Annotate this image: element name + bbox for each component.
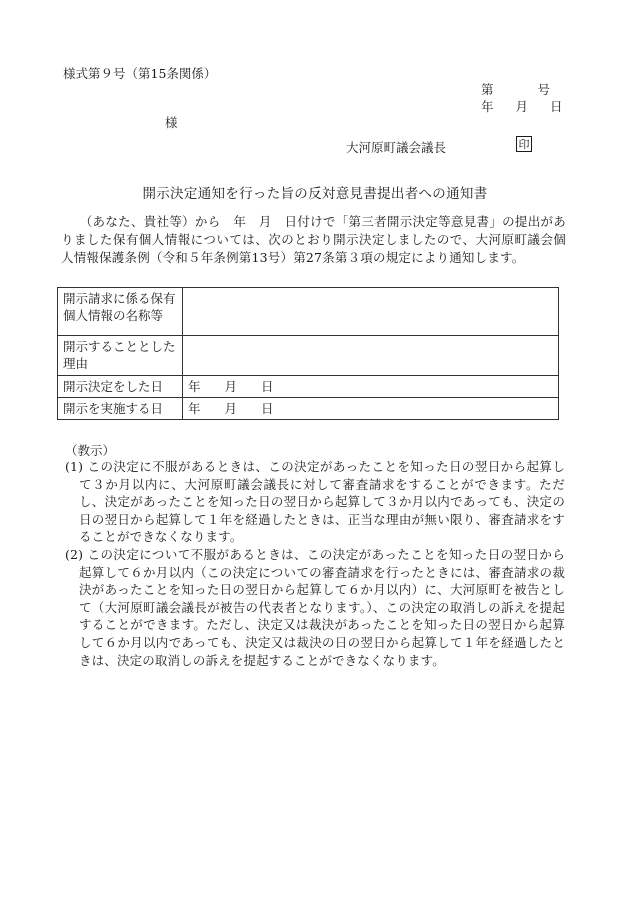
date-month: 月 <box>515 99 529 114</box>
reference-number <box>481 80 550 98</box>
body-paragraph: （あなた、貴社等）から 年 月 日付けで「第三者開示決定等意見書」の提出がありました保有個人情報については、次のとおり開示決定しましたので、大河原町議会個人情報保護条例（令和５年条例第13号）第27条第３項の規定により通知します。 <box>61 214 566 265</box>
row-date-day: 日 <box>261 401 274 416</box>
row-date-month: 月 <box>224 379 238 394</box>
row-date-year: 年 <box>188 379 201 394</box>
instruction-note-1: (1) この決定に不服があるときは、この決定があったことを知った日の翌日から起算して３か月以内に、大河原町議会議長に対して審査請求をすることができます。ただし、決定があったことを知った日の翌日から起算して３か月以内であっても、決定の日の翌日から起算して１年を経過したときは、正当な理由が無い限り、審査請求をすることができなくなります。 <box>65 459 565 545</box>
table-row <box>58 376 559 398</box>
table-row <box>58 336 559 376</box>
row-date-year: 年 <box>188 401 201 416</box>
information-table <box>57 287 559 420</box>
date-year: 年 <box>481 99 494 114</box>
table-row <box>58 398 559 420</box>
row-value <box>183 288 559 336</box>
addressee: 様 <box>165 115 178 130</box>
table-row <box>58 288 559 336</box>
row-label: 開示決定をした日 <box>58 376 183 398</box>
ref-number-suffix: 号 <box>537 82 551 97</box>
instruction-heading: （教示） <box>65 443 116 458</box>
row-date-day: 日 <box>261 379 274 394</box>
row-label: 開示を実施する日 <box>58 398 183 420</box>
document-title: 開示決定通知を行った旨の反対意見書提出者への通知書 <box>142 186 488 202</box>
row-label: 開示請求に係る保有個人情報の名称等 <box>58 288 183 336</box>
seal-mark: 印 <box>516 136 532 152</box>
row-date-value <box>183 398 559 420</box>
row-label: 開示することとした理由 <box>58 336 183 376</box>
date-day: 日 <box>550 99 563 114</box>
row-date-value <box>183 376 559 398</box>
form-number: 様式第９号（第15条関係） <box>63 66 217 81</box>
ref-number-prefix: 第 <box>481 82 494 97</box>
row-date-month: 月 <box>224 401 238 416</box>
instruction-note-2: (2) この決定について不服があるときは、この決定があったことを知った日の翌日から起算して６か月以内（この決定についての審査請求を行ったときには、審査請求の裁決があったことを知った日の翌日から起算して６か月以内）に、大河原町を被告として（大河原町議会議長が被告の代表者となります。）、この決定の取消しの訴えを提起することができます。ただし、決定又は裁決があったことを知った日の翌日から起算して６か月以内であっても、決定又は裁決の日の翌日から起算して１年を経過したときは、決定の取消しの訴えを提起することができなくなります。 <box>65 547 565 668</box>
sender-name: 大河原町議会議長 <box>346 140 447 155</box>
row-value <box>183 336 559 376</box>
document-date <box>481 97 563 115</box>
